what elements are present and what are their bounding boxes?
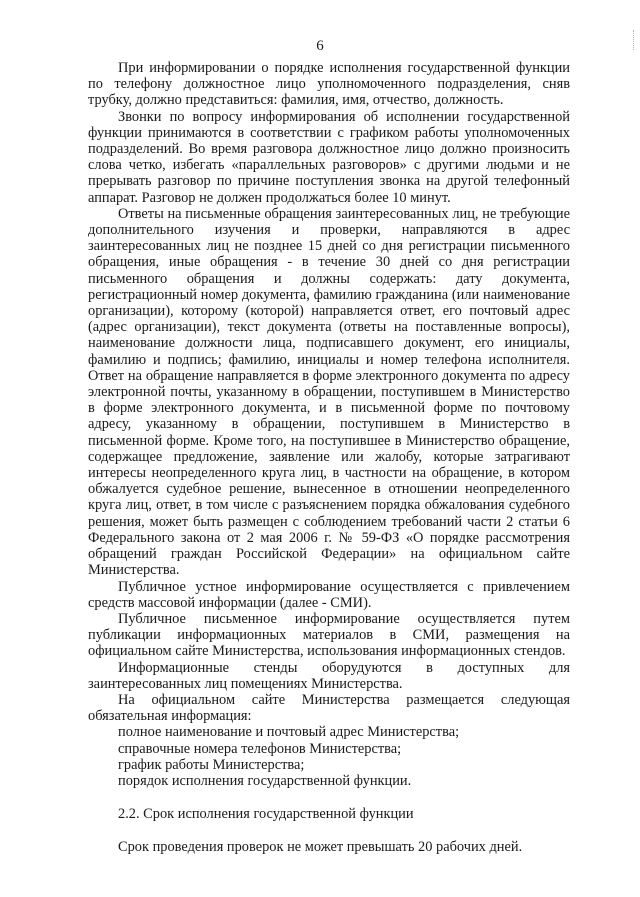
paragraph-public-written: Публичное письменное информирование осуществляется путем публикации информационных материалов в СМИ, размещения на официальном сайте Министерства, использования информационных стендов. [88, 610, 570, 660]
paragraph-calls: Звонки по вопросу информирования об исполнении государственной функции принимаются в соответствии с графиком работы уполномоченных подразделений. Во время разговора должностное лицо должно произносить слова четко, избегать «параллельных разговоров» с другими людьми и не прерывать разговор по причине поступления звонка на другой телефонный аппарат. Разговор не должен продолжаться более 10 минут. [88, 108, 570, 206]
paragraph-phone-info: При информировании о порядке исполнения государственной функции по телефону должностное лицо уполномоченного подразделения, сняв трубку, должно представиться: фамилия, имя, отчество, должность. [88, 60, 570, 109]
list-item: справочные номера телефонов Министерства; [118, 740, 402, 757]
paragraph-public-oral: Публичное устное информирование осуществляется с привлечением средств массовой информации (далее - СМИ). [88, 578, 570, 611]
list-item: порядок исполнения государственной функции. [118, 772, 412, 789]
paragraph-inspection-term: Срок проведения проверок не может превышать 20 рабочих дней. [118, 839, 523, 856]
list-item: график работы Министерства; [118, 756, 305, 773]
page-number: 6 [316, 38, 324, 54]
paragraph-website-info: На официальном сайте Министерства размещается следующая обязательная информация: [88, 691, 570, 725]
paragraph-info-stands: Информационные стенды оборудуются в доступных для заинтересованных лиц помещениях Министерства. [88, 659, 570, 692]
document-body [88, 60, 570, 856]
required-info-list [88, 724, 570, 789]
list-item: полное наименование и почтовый адрес Министерства; [118, 724, 460, 741]
section-heading: 2.2. Срок исполнения государственной функции [118, 806, 414, 823]
paragraph-written-answers: Ответы на письменные обращения заинтересованных лиц, не требующие дополнительного изучения и проверки, направляются в адрес заинтересованных лиц не позднее 15 дней со дня регистрации письменного обращения, иные обращения - в течение 30 дней со дня регистрации письменного обращения и должны содержать: дату документа, регистрационный номер документа, фамилию гражданина (или наименование организации), которому (которой) направляется ответ, его почтовый адрес (адрес организации), текст документа (ответы на поставленные вопросы), наименование должности лица, подписавшего документ, его инициалы, фамилию и подпись; фамилию, инициалы и номер телефона исполнителя. Ответ на обращение направляется в форме электронного документа по адресу электронной почты, указанному в обращении, поступившем в Министерство в форме электронного документа, и в письменной форме по почтовому адресу, указанному в обращении, поступившем в Министерство в письменной форме. Кроме того, на поступившее в Министерство обращение, содержащее предложение, заявление или жалобу, которые затрагивают интересы неопределенного круга лиц, в частности на обращение, в котором обжалуется судебное решение, вынесенное в отношении неопределенного круга лиц, ответ, в том числе с разъяснением порядка обжалования судебного решения, может быть размещен с соблюдением требований части 2 статьи 6 Федерального закона от 2 мая 2006 г. № 59-ФЗ «О порядке рассмотрения обращений граждан Российской Федерации» на официальном сайте Министерства. [88, 205, 570, 579]
